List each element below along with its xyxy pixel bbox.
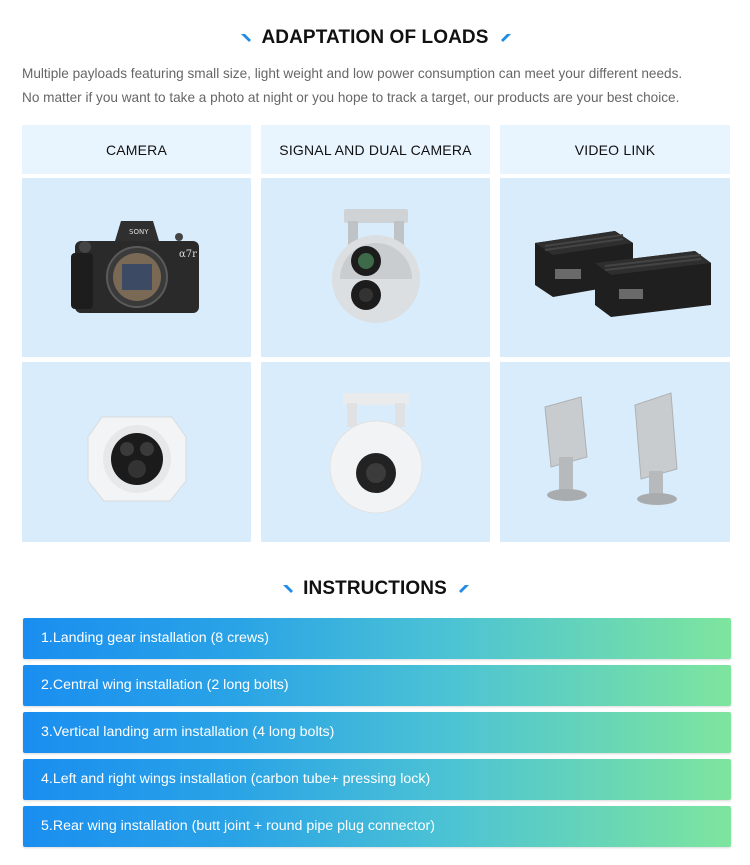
instruction-step-3 bbox=[23, 712, 731, 753]
loads-section-title bbox=[0, 27, 750, 49]
instruction-step-text: 4.Left and right wings installation (carbon tube+ pressing lock) bbox=[41, 771, 431, 787]
card-video-link bbox=[500, 178, 730, 357]
column-header-video-link: VIDEO LINK bbox=[500, 125, 730, 174]
instruction-step-5 bbox=[23, 806, 731, 847]
card-antenna bbox=[500, 362, 730, 542]
dual-camera-gimbal-image bbox=[261, 178, 490, 357]
left-accent-icon bbox=[282, 584, 292, 594]
card-signal-dual-camera bbox=[261, 178, 490, 357]
panel-antenna-image bbox=[500, 362, 730, 542]
right-accent-icon bbox=[500, 33, 510, 43]
instruction-step-2 bbox=[23, 665, 731, 706]
instruction-step-1 bbox=[23, 618, 731, 659]
left-accent-icon bbox=[240, 33, 250, 43]
instruction-step-text: 3.Vertical landing arm installation (4 long bolts) bbox=[41, 724, 335, 740]
instruction-step-text: 2.Central wing installation (2 long bolts) bbox=[41, 677, 289, 693]
card-gimbal-camera bbox=[261, 362, 490, 542]
instruction-step-4 bbox=[23, 759, 731, 800]
loads-description-line2: No matter if you want to take a photo at night or you hope to track a target, our products are your best choice. bbox=[22, 90, 680, 105]
loads-description-line1: Multiple payloads featuring small size, light weight and low power consumption can meet your different needs. bbox=[22, 66, 683, 81]
instruction-step-text: 5.Rear wing installation (butt joint + round pipe plug connector) bbox=[41, 818, 435, 834]
card-gimbal-white bbox=[22, 362, 251, 542]
multi-lens-gimbal-image bbox=[22, 362, 251, 542]
instruction-step-text: 1.Landing gear installation (8 crews) bbox=[41, 630, 269, 646]
camera-brand-text: SONY bbox=[128, 227, 148, 236]
video-link-modules-image bbox=[500, 178, 730, 357]
column-header-camera: CAMERA bbox=[22, 125, 251, 174]
instructions-title-text: INSTRUCTIONS bbox=[303, 578, 447, 599]
loads-title-text: ADAPTATION OF LOADS bbox=[261, 27, 489, 48]
mirrorless-camera-image bbox=[22, 178, 251, 357]
right-accent-icon bbox=[458, 584, 468, 594]
card-camera bbox=[22, 178, 251, 357]
camera-model-text: α7r bbox=[178, 248, 197, 260]
column-header-signal-dual-camera: SIGNAL AND DUAL CAMERA bbox=[261, 125, 490, 174]
gimbal-camera-image bbox=[261, 362, 490, 542]
instructions-section-title bbox=[0, 578, 750, 600]
